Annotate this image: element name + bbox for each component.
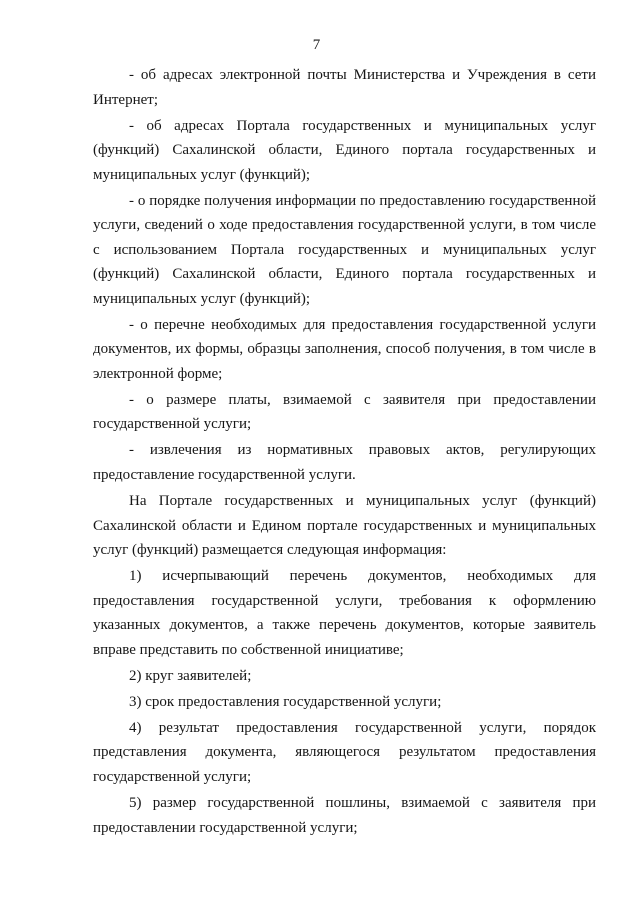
paragraph-portal-addresses: - об адресах Портала государственных и муниципальных услуг (функций) Сахалинской области, Единого портала государственных и муниципальных услуг (функций); (93, 117, 596, 183)
paragraph-documents-list: - о перечне необходимых для предоставления государственной услуги документов, их формы, образцы заполнения, способ получения, в том числе в электронной форме; (93, 316, 596, 382)
paragraph-legal-extracts: - извлечения из нормативных правовых актов, регулирующих предоставление государственной услуги. (93, 442, 596, 483)
document-body (93, 63, 596, 842)
list-item-2: 2) круг заявителей; (129, 667, 252, 684)
list-item-4: 4) результат предоставления государственной услуги, порядок представления документа, являющегося результатом предоставления государственной услуги; (93, 719, 596, 785)
paragraph-portal-info-intro: На Портале государственных и муниципальных услуг (функций) Сахалинской области и Едином портале государственных и муниципальных услуг (функций) размещается следующая информация: (93, 493, 596, 559)
paragraph-information-procedure: - о порядке получения информации по предоставлению государственной услуги, сведений о ходе предоставления государственной услуги, в том числе с использованием Портала государственных и муниципальных услуг (функций) Сахалинской области, Единого портала государственных и муниципальных услуг (функций); (93, 192, 596, 307)
list-item-3: 3) срок предоставления государственной услуги; (129, 693, 442, 710)
list-item-5: 5) размер государственной пошлины, взимаемой с заявителя при предоставлении государственной услуги; (93, 795, 596, 836)
paragraph-email-addresses: - об адресах электронной почты Министерства и Учреждения в сети Интернет; (93, 67, 596, 108)
list-item-1: 1) исчерпывающий перечень документов, необходимых для предоставления государственной услуги, требования к оформлению указанных документов, а также перечень документов, которые заявитель вправе представить по собственной инициативе; (93, 568, 596, 658)
page-number: 7 (312, 37, 321, 53)
paragraph-fee-amount: - о размере платы, взимаемой с заявителя при предоставлении государственной услуги; (93, 391, 596, 433)
